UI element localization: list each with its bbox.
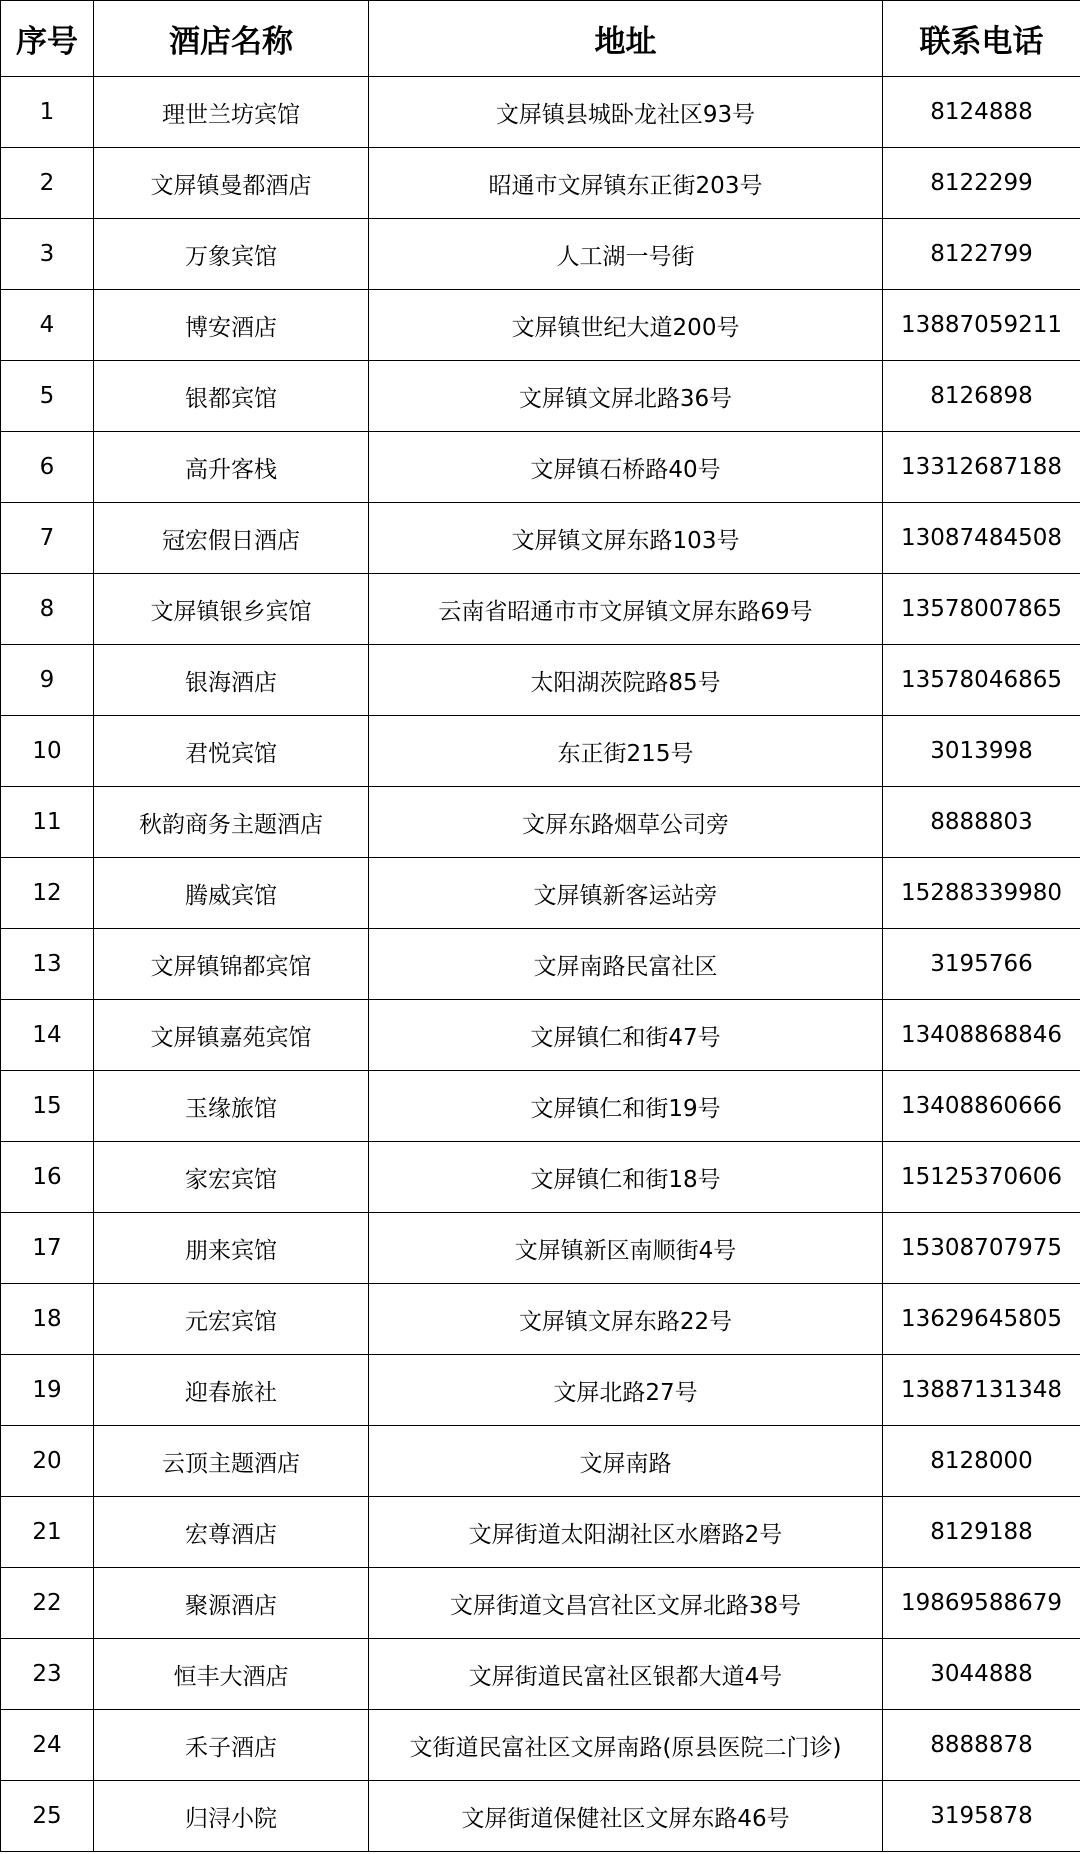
- row-name: 文屏镇曼都酒店: [94, 148, 369, 219]
- row-no: 6: [1, 432, 94, 503]
- table-row: [1, 1710, 1080, 1781]
- row-name: 元宏宾馆: [94, 1284, 369, 1355]
- table-row: [1, 1426, 1080, 1497]
- row-phone: 13578046865: [883, 645, 1080, 716]
- row-name: 恒丰大酒店: [94, 1639, 369, 1710]
- header-row: [1, 1, 1080, 77]
- row-name: 君悦宾馆: [94, 716, 369, 787]
- row-phone: 8122799: [883, 219, 1080, 290]
- header-name: 酒店名称: [94, 1, 369, 77]
- row-address: 文屏镇世纪大道200号: [369, 290, 883, 361]
- row-no: 23: [1, 1639, 94, 1710]
- row-address: 文屏镇文屏东路22号: [369, 1284, 883, 1355]
- row-name: 理世兰坊宾馆: [94, 77, 369, 148]
- row-address: 东正街215号: [369, 716, 883, 787]
- row-name: 银都宾馆: [94, 361, 369, 432]
- row-phone: 8124888: [883, 77, 1080, 148]
- row-name: 博安酒店: [94, 290, 369, 361]
- row-name: 归浔小院: [94, 1781, 369, 1852]
- table-row: [1, 645, 1080, 716]
- table-body: [1, 77, 1080, 1852]
- table-row: [1, 929, 1080, 1000]
- row-no: 17: [1, 1213, 94, 1284]
- row-name: 万象宾馆: [94, 219, 369, 290]
- row-name: 玉缘旅馆: [94, 1071, 369, 1142]
- row-no: 22: [1, 1568, 94, 1639]
- row-phone: 13312687188: [883, 432, 1080, 503]
- row-address: 文屏镇文屏东路103号: [369, 503, 883, 574]
- table-row: [1, 1568, 1080, 1639]
- table-row: [1, 1000, 1080, 1071]
- table-row: [1, 1355, 1080, 1426]
- row-no: 14: [1, 1000, 94, 1071]
- row-no: 4: [1, 290, 94, 361]
- row-name: 迎春旅社: [94, 1355, 369, 1426]
- row-address: 文屏南路: [369, 1426, 883, 1497]
- row-address: 文屏镇文屏北路36号: [369, 361, 883, 432]
- row-no: 16: [1, 1142, 94, 1213]
- table-row: [1, 574, 1080, 645]
- row-phone: 15288339980: [883, 858, 1080, 929]
- row-no: 10: [1, 716, 94, 787]
- row-no: 13: [1, 929, 94, 1000]
- row-phone: 3044888: [883, 1639, 1080, 1710]
- row-no: 19: [1, 1355, 94, 1426]
- row-address: 文屏北路27号: [369, 1355, 883, 1426]
- row-address: 文屏街道保健社区文屏东路46号: [369, 1781, 883, 1852]
- row-phone: 8888803: [883, 787, 1080, 858]
- row-address: 文屏镇新客运站旁: [369, 858, 883, 929]
- row-phone: 8129188: [883, 1497, 1080, 1568]
- row-no: 12: [1, 858, 94, 929]
- row-no: 1: [1, 77, 94, 148]
- table-row: [1, 1284, 1080, 1355]
- row-phone: 19869588679: [883, 1568, 1080, 1639]
- row-no: 8: [1, 574, 94, 645]
- row-name: 朋来宾馆: [94, 1213, 369, 1284]
- table-row: [1, 503, 1080, 574]
- row-name: 禾子酒店: [94, 1710, 369, 1781]
- row-name: 宏尊酒店: [94, 1497, 369, 1568]
- row-name: 高升客栈: [94, 432, 369, 503]
- table-row: [1, 77, 1080, 148]
- row-no: 25: [1, 1781, 94, 1852]
- row-no: 2: [1, 148, 94, 219]
- row-address: 文屏南路民富社区: [369, 929, 883, 1000]
- row-no: 15: [1, 1071, 94, 1142]
- table-row: [1, 1639, 1080, 1710]
- row-phone: 13887131348: [883, 1355, 1080, 1426]
- row-phone: 13578007865: [883, 574, 1080, 645]
- table-row: [1, 290, 1080, 361]
- row-name: 文屏镇嘉苑宾馆: [94, 1000, 369, 1071]
- table-row: [1, 1497, 1080, 1568]
- row-phone: 13408868846: [883, 1000, 1080, 1071]
- row-phone: 3195766: [883, 929, 1080, 1000]
- table-row: [1, 432, 1080, 503]
- row-phone: 8122299: [883, 148, 1080, 219]
- row-phone: 13887059211: [883, 290, 1080, 361]
- row-address: 文屏街道民富社区银都大道4号: [369, 1639, 883, 1710]
- row-address: 文屏东路烟草公司旁: [369, 787, 883, 858]
- row-phone: 8126898: [883, 361, 1080, 432]
- row-phone: 3195878: [883, 1781, 1080, 1852]
- table-row: [1, 1213, 1080, 1284]
- row-name: 银海酒店: [94, 645, 369, 716]
- row-no: 18: [1, 1284, 94, 1355]
- row-name: 云顶主题酒店: [94, 1426, 369, 1497]
- table-row: [1, 219, 1080, 290]
- row-phone: 3013998: [883, 716, 1080, 787]
- row-phone: 13629645805: [883, 1284, 1080, 1355]
- row-name: 腾威宾馆: [94, 858, 369, 929]
- row-address: 文屏镇仁和街19号: [369, 1071, 883, 1142]
- row-phone: 8128000: [883, 1426, 1080, 1497]
- row-phone: 15308707975: [883, 1213, 1080, 1284]
- row-address: 人工湖一号街: [369, 219, 883, 290]
- row-address: 文街道民富社区文屏南路(原县医院二门诊): [369, 1710, 883, 1781]
- row-no: 20: [1, 1426, 94, 1497]
- row-name: 家宏宾馆: [94, 1142, 369, 1213]
- table-row: [1, 858, 1080, 929]
- row-address: 文屏镇县城卧龙社区93号: [369, 77, 883, 148]
- row-name: 文屏镇银乡宾馆: [94, 574, 369, 645]
- header-address: 地址: [369, 1, 883, 77]
- row-address: 太阳湖茨院路85号: [369, 645, 883, 716]
- table-row: [1, 787, 1080, 858]
- row-address: 文屏镇新区南顺街4号: [369, 1213, 883, 1284]
- row-name: 冠宏假日酒店: [94, 503, 369, 574]
- row-name: 秋韵商务主题酒店: [94, 787, 369, 858]
- row-address: 昭通市文屏镇东正街203号: [369, 148, 883, 219]
- table-row: [1, 1071, 1080, 1142]
- row-address: 文屏镇石桥路40号: [369, 432, 883, 503]
- row-no: 11: [1, 787, 94, 858]
- table-row: [1, 1142, 1080, 1213]
- table-row: [1, 361, 1080, 432]
- row-no: 7: [1, 503, 94, 574]
- row-phone: 13408860666: [883, 1071, 1080, 1142]
- table-row: [1, 148, 1080, 219]
- row-phone: 13087484508: [883, 503, 1080, 574]
- row-phone: 8888878: [883, 1710, 1080, 1781]
- row-address: 文屏街道太阳湖社区水磨路2号: [369, 1497, 883, 1568]
- row-name: 聚源酒店: [94, 1568, 369, 1639]
- row-address: 云南省昭通市市文屏镇文屏东路69号: [369, 574, 883, 645]
- row-no: 3: [1, 219, 94, 290]
- row-no: 24: [1, 1710, 94, 1781]
- header-no: 序号: [1, 1, 94, 77]
- row-name: 文屏镇锦都宾馆: [94, 929, 369, 1000]
- row-no: 5: [1, 361, 94, 432]
- row-address: 文屏镇仁和街18号: [369, 1142, 883, 1213]
- table-row: [1, 716, 1080, 787]
- row-address: 文屏镇仁和街47号: [369, 1000, 883, 1071]
- table-row: [1, 1781, 1080, 1852]
- row-no: 9: [1, 645, 94, 716]
- row-address: 文屏街道文昌宫社区文屏北路38号: [369, 1568, 883, 1639]
- row-no: 21: [1, 1497, 94, 1568]
- row-phone: 15125370606: [883, 1142, 1080, 1213]
- header-phone: 联系电话: [883, 1, 1080, 77]
